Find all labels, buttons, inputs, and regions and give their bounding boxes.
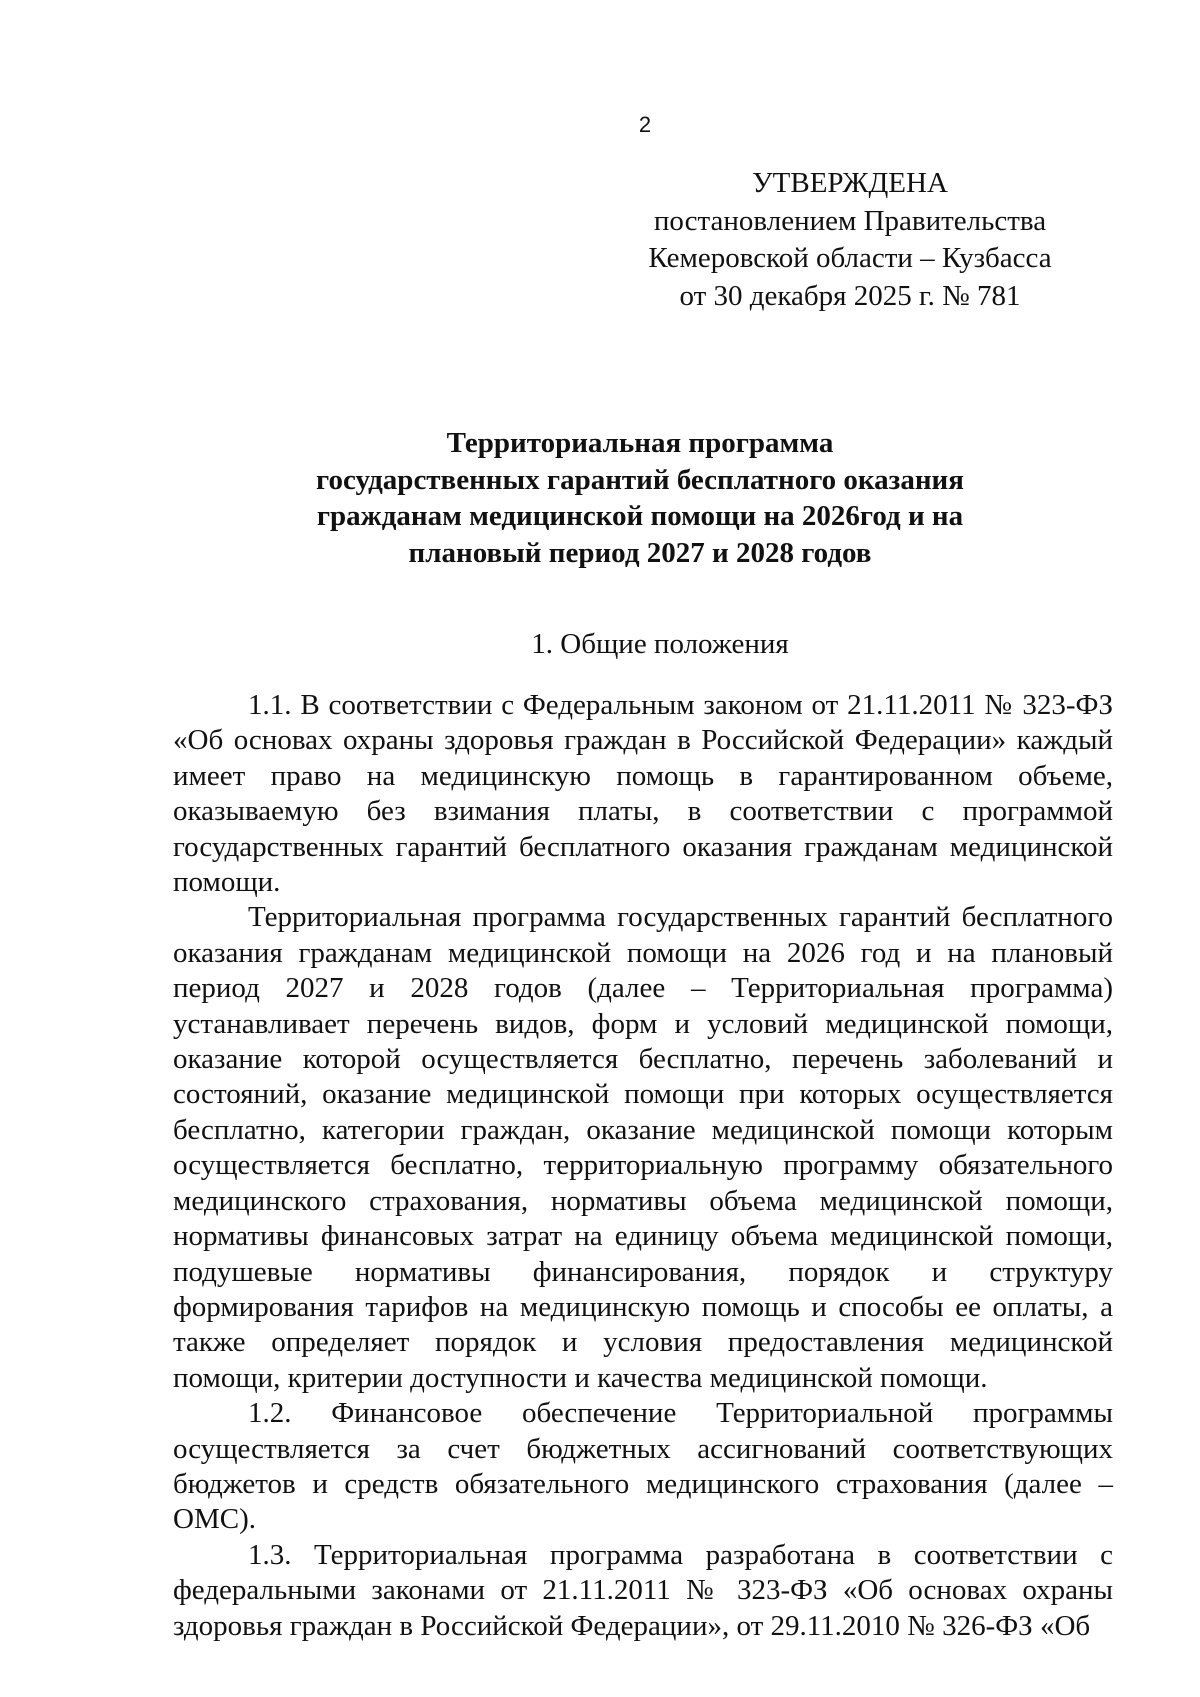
paragraph-1-3: 1.3. Территориальная программа разработана в соответствии с федеральными законами от 21.11.2011 № 323-ФЗ «Об основах охраны здоровья граждан в Российской Федерации», от 29.11.2010 № 326-ФЗ «Об (173, 1538, 1113, 1642)
approval-line-date-number: от 30 декабря 2025 г. № 781 (679, 279, 1021, 312)
paragraph-program-scope: Территориальная программа государственных гарантий бесплатного оказания гражданам медицинской помощи на 2026 год и на плановый период 2027 и 2028 годов (далее – Территориальная программа) устанавливает перечень видов, форм и условий медицинской помощи, оказание которой осуществляется бесплатно, перечень заболеваний и состояний, оказание медицинской помощи при которых осуществляется бесплатно, категории граждан, оказание медицинской помощи которым осуществляется бесплатно, территориальную программу обязательного медицинского страхования, нормативы объема медицинской помощи, нормативы финансовых затрат на единицу объема медицинской помощи, подушевые нормативы финансирования, порядок и структуру формирования тарифов на медицинскую помощь и способы ее оплаты, а также определяет порядок и условия предоставления медицинской помощи, критерии доступности и качества медицинской помощи. (173, 901, 1113, 1394)
title-line-2: государственных гарантий бесплатного оказания (316, 463, 964, 496)
title-line-3: гражданам медицинской помощи на 2026год и на (316, 500, 964, 532)
section-heading: 1. Общие положения (531, 628, 789, 660)
approval-line-approved: УТВЕРЖДЕНА (752, 167, 948, 199)
document-body (173, 688, 1113, 1644)
approval-line-region: Кемеровской области – Кузбасса (648, 242, 1052, 274)
page-number: 2 (638, 112, 652, 137)
title-line-1: Территориальная программа (446, 427, 834, 459)
approval-stamp-block (600, 165, 1100, 315)
approval-line-resolution: постановлением Правительства (653, 204, 1047, 237)
paragraph-1-1: 1.1. В соответствии с Федеральным законом от 21.11.2011 № 323-ФЗ «Об основах охраны здоровья граждан в Российской Федерации» каждый имеет право на медицинскую помощь в гарантированном объеме, оказываемую без взимания платы, в соответствии с программой государственных гарантий бесплатного оказания гражданам медицинской помощи. (173, 689, 1113, 899)
title-line-4: плановый период 2027 и 2028 годов (408, 536, 872, 569)
paragraph-1-2: 1.2. Финансовое обеспечение Территориальной программы осуществляется за счет бюджетных ассигнований соответствующих бюджетов и средств обязательного медицинского страхования (далее – ОМС). (173, 1397, 1113, 1536)
document-title (240, 425, 1040, 571)
